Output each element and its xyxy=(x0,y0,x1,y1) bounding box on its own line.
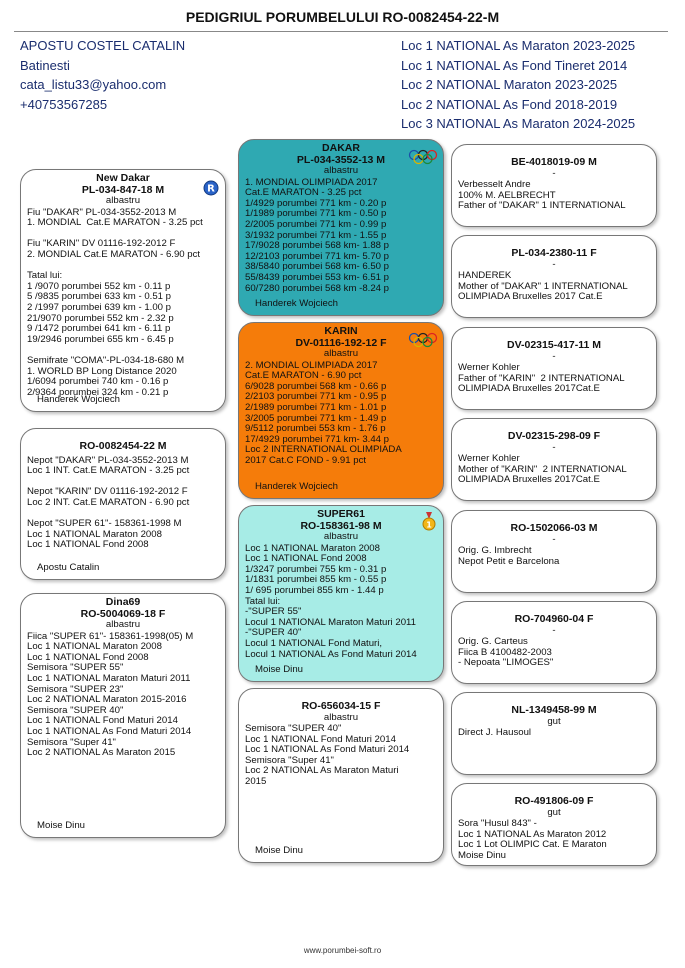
owner-info xyxy=(20,36,185,114)
pigeon-notes: Loc 1 NATIONAL Maraton 2008 Loc 1 NATIONAL Fond 2008 1/3247 porumbei 755 km - 0.31 p 1/1831 porumbei 855 km - 0.55 p 1/ 695 porumbei 855 km - 1.44 p Tatal lui: -"SUPER 55" Locul 1 NATIONAL Maraton Maturi 2011 -"SUPER 40" Locul 1 NATIONAL Fond Maturi, Locul 1 NATIONAL As Fond Maturi 2014 xyxy=(245,542,417,660)
pigeon-color: albastru xyxy=(323,348,359,359)
pigeon-ring: RO-158361-98 M xyxy=(300,519,382,532)
pigeon-ring: RO-704960-04 F xyxy=(514,613,594,625)
pigeon-notes: 2. MONDIAL OLIMPIADA 2017 Cat.E MARATON - 6.90 pct 6/9028 porumbei 568 km - 0.66 p 2/2103 porumbei 771 km - 0.95 p 2/1989 porumbei 771 km - 1.01 p 3/2005 porumbei 771 km - 1.49 p 9/5112 porumbei 553 km - 1.76 p 17/4929 porumbei 771 km- 3.44 p Loc 2 INTERNATIONAL OLIMPIADA 2017 Cat.C FOND - 9.91 pct xyxy=(245,359,402,466)
footer-link[interactable]: www.porumbei-soft.ro xyxy=(303,946,382,955)
pigeon-name: SUPER61 xyxy=(317,508,365,520)
registered-icon xyxy=(203,180,219,196)
breeder: Apostu Catalin xyxy=(37,562,100,574)
pigeon-color: - xyxy=(552,441,556,453)
svg-text:1: 1 xyxy=(426,520,432,530)
subject-card xyxy=(20,428,226,580)
breeder: Handerek Wojciech xyxy=(255,298,339,310)
medal-icon xyxy=(421,512,437,532)
pigeon-color: - xyxy=(552,167,556,179)
pigeon-color: - xyxy=(552,258,556,270)
great-grandparent-card xyxy=(451,601,657,684)
mother-card xyxy=(20,593,226,838)
page-title: PEDIGRIUL PORUMBELULUI RO-0082454-22-M xyxy=(185,9,500,25)
pigeon-notes: Semisora "SUPER 40" Loc 1 NATIONAL Fond Maturi 2014 Loc 1 NATIONAL As Fond Maturi 2014 Semisora "Super 41" Loc 2 NATIONAL As Maraton Maturi 2015 xyxy=(245,723,410,788)
dam-granddam-card xyxy=(238,688,444,863)
result-item: Loc 1 NATIONAL As Fond Tineret 2014 xyxy=(401,57,628,73)
svg-text:R: R xyxy=(207,183,215,195)
dam-grandsire-card xyxy=(238,505,444,682)
olympic-rings-icon xyxy=(407,332,439,348)
pigeon-notes: Fiu "DAKAR" PL-034-3552-2013 M 1. MONDIAL Cat.E MARATON - 3.25 pct Fiu "KARIN" DV 01116-192-2012 F 2. MONDIAL Cat.E MARATON - 6.90 pct Tatal lui: 1 /9070 porumbei 552 km - 0.11 p 5 /9835 porumbei 633 km - 0.51 p 2 /1997 porumbei 639 km - 1.00 p 21/9070 porumbei 552 km - 2.32 p 9 /1472 porumbei 641 km - 6.11 p 19/2946 porumbei 655 km - 6.45 p Semifrate "COMA"-PL-034-18-680 M 1. WORLD BP Long Distance 2020 1/6094 porumbei 740 km - 0.16 p 2/9364 porumbei 324 km - 0.21 p xyxy=(27,206,203,398)
pigeon-notes: Verbesselt Andre 100% M. AELBRECHT Father of "DAKAR" 1 INTERNATIONAL xyxy=(458,179,626,212)
pigeon-notes: Werner Kohler Father of "KARIN" 2 INTERNATIONAL OLIMPIADA Bruxelles 2017Cat.E xyxy=(458,362,625,395)
pigeon-ring: PL-034-847-18 M xyxy=(81,183,165,196)
pigeon-color: albastru xyxy=(323,531,359,542)
pigeon-color: albastru xyxy=(105,619,141,630)
owner-email: cata_listu33@yahoo.com xyxy=(20,77,167,93)
pigeon-ring: BE-4018019-09 M xyxy=(511,156,597,168)
great-grandparent-card xyxy=(451,783,657,866)
great-grandparent-card xyxy=(451,510,657,593)
result-item: Loc 1 NATIONAL As Maraton 2023-2025 xyxy=(401,38,636,53)
pigeon-color: - xyxy=(552,350,556,362)
pigeon-ring: RO-0082454-22 M xyxy=(79,440,167,452)
breeder: Handerek Wojciech xyxy=(255,481,339,493)
olympic-rings-icon xyxy=(407,149,439,165)
pigeon-ring: RO-5004069-18 F xyxy=(80,607,166,620)
pigeon-notes: Werner Kohler Mother of "KARIN" 2 INTERNATIONAL OLIMPIADA Bruxelles 2017Cat.E xyxy=(458,453,627,486)
pigeon-ring: RO-491806-09 F xyxy=(514,795,594,807)
breeder: Moise Dinu xyxy=(255,664,303,676)
pigeon-ring: DV-02315-417-11 M xyxy=(507,339,601,351)
pigeon-notes: Orig. G. Imbrecht Nepot Petit e Barcelona xyxy=(458,545,560,567)
pigeon-name: DAKAR xyxy=(322,142,360,154)
owner-locality: Batinesti xyxy=(20,57,70,73)
great-grandparent-card xyxy=(451,692,657,775)
pigeon-ring: PL-034-2380-11 F xyxy=(511,247,597,259)
divider xyxy=(14,31,668,32)
pigeon-color: - xyxy=(552,624,556,636)
pigeon-notes: Fiica "SUPER 61"- 158361-1998(05) M Loc 1 NATIONAL Maraton 2008 Loc 1 NATIONAL Fond 2008 Semisora "SUPER 55" Loc 1 NATIONAL Maraton Maturi 2011 Semisora "SUPER 23" Loc 2 NATIONAL Maraton 2015-2016 Semisora "SUPER 40" Loc 1 NATIONAL Fond Maturi 2014 Loc 1 NATIONAL As Fond Maturi 2014 Semisora "Super 41" Loc 2 NATIONAL As Maraton 2015 xyxy=(27,630,194,759)
pigeon-ring: PL-034-3552-13 M xyxy=(296,153,386,166)
owner-results xyxy=(401,36,635,134)
pigeon-name: Dina69 xyxy=(105,596,141,608)
pigeon-notes: Sora "Husul 843" - Loc 1 NATIONAL As Maraton 2012 Loc 1 Lot OLIMPIC Cat. E Maraton Moise Dinu xyxy=(458,818,607,861)
great-grandparent-card xyxy=(451,327,657,410)
sire-granddam-card xyxy=(238,322,444,499)
breeder: Moise Dinu xyxy=(255,845,303,857)
pigeon-ring: RO-656034-15 F xyxy=(301,700,381,712)
pigeon-ring: DV-02315-298-09 F xyxy=(507,430,601,442)
pigeon-color: gut xyxy=(547,715,561,727)
pigeon-color: albastru xyxy=(323,165,359,176)
result-item: Loc 3 NATIONAL As Maraton 2024-2025 xyxy=(401,116,636,132)
great-grandparent-card xyxy=(451,144,657,227)
pigeon-color: albastru xyxy=(323,711,359,723)
great-grandparent-card xyxy=(451,235,657,318)
result-item: Loc 2 NATIONAL Maraton 2023-2025 xyxy=(401,77,618,93)
pigeon-notes: Nepot "DAKAR" PL-034-3552-2013 M Loc 1 INT. Cat.E MARATON - 3.25 pct Nepot "KARIN" DV 01116-192-2012 F Loc 2 INT. Cat.E MARATON - 6.90 pct Nepot "SUPER 61"- 158361-1998 M Loc 1 NATIONAL Maraton 2008 Loc 1 NATIONAL Fond 2008 xyxy=(27,454,190,551)
breeder: Handerek Wojciech xyxy=(37,394,121,406)
pigeon-notes: 1. MONDIAL OLIMPIADA 2017 Cat.E MARATON - 3.25 pct 1/4929 porumbei 771 km - 0.20 p 1/1989 porumbei 771 km - 0.50 p 2/2005 porumbei 771 km - 0.99 p 3/1932 porumbei 771 km - 1.55 p 17/9028 porumbei 568 km- 1.88 p 12/2103 porumbei 771 km- 5.70 p 38/5840 porumbei 568 km- 6.50 p 55/8439 porumbei 553 km- 6.51 p 60/7280 porumbei 568 km -8.24 p xyxy=(245,176,389,294)
result-item: Loc 2 NATIONAL As Fond 2018-2019 xyxy=(401,96,618,112)
pigeon-color: gut xyxy=(547,806,561,818)
pigeon-ring: NL-1349458-99 M xyxy=(511,704,597,716)
owner-phone: +40753567285 xyxy=(20,96,108,112)
pigeon-notes: Direct J. Hausoul xyxy=(458,727,532,739)
pigeon-ring: RO-1502066-03 M xyxy=(510,522,598,534)
pigeon-color: albastru xyxy=(105,195,141,206)
pigeon-notes: Orig. G. Carteus Fiica B 4100482-2003 - Nepoata "LIMOGES" xyxy=(458,636,554,669)
pigeon-color: - xyxy=(552,533,556,545)
father-card xyxy=(20,169,226,412)
pigeon-name: New Dakar xyxy=(96,172,150,184)
pigeon-notes: HANDEREK Mother of "DAKAR" 1 INTERNATIONAL OLIMPIADA Bruxelles 2017 Cat.E xyxy=(458,270,628,303)
pigeon-ring: DV-01116-192-12 F xyxy=(295,336,387,349)
sire-grandsire-card xyxy=(238,139,444,316)
breeder: Moise Dinu xyxy=(37,820,85,832)
great-grandparent-card xyxy=(451,418,657,501)
owner-name: APOSTU COSTEL CATALIN xyxy=(20,38,186,53)
pigeon-name: KARIN xyxy=(324,325,358,337)
